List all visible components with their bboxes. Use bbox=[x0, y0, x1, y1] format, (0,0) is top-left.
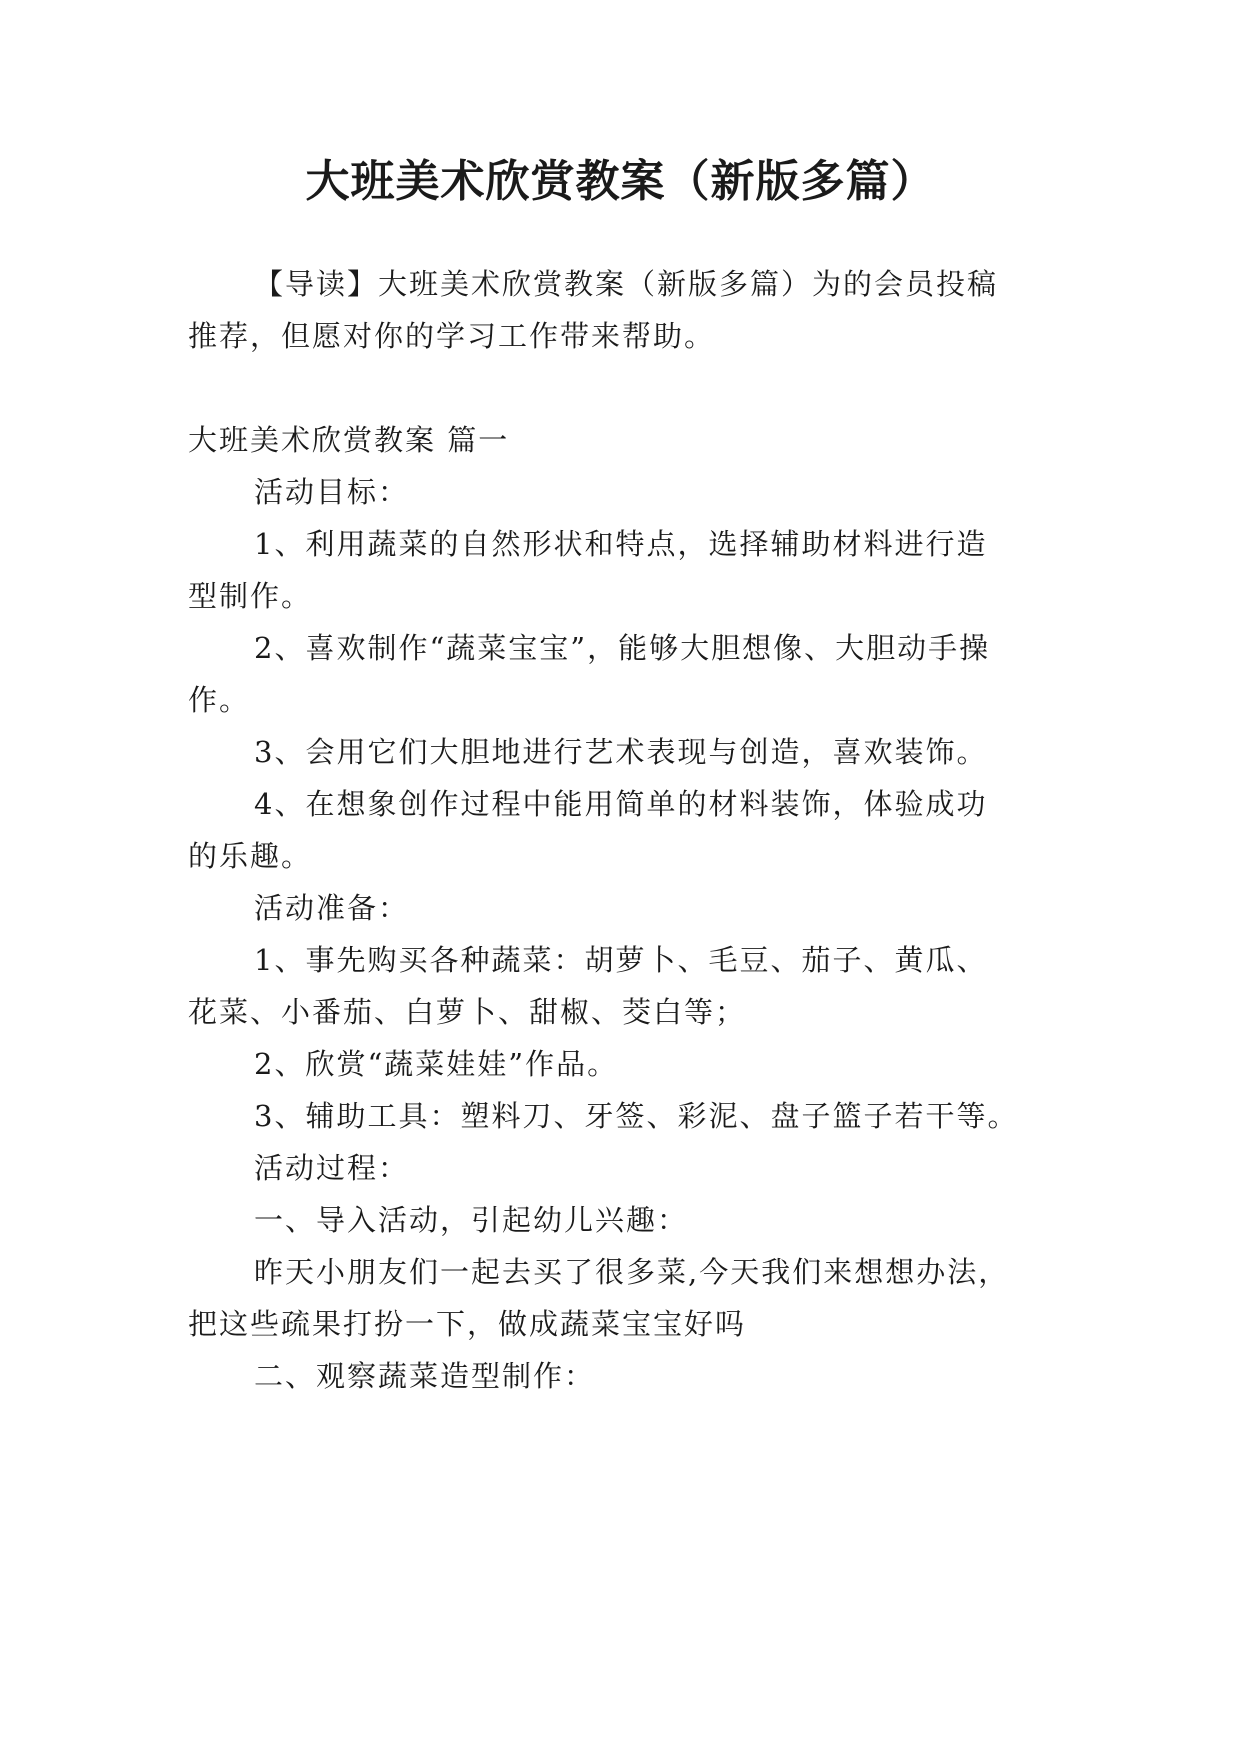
section-heading: 大班美术欣赏教案 篇一 bbox=[188, 423, 510, 457]
paragraph-line: 花菜、小番茄、白萝卜、甜椒、茭白等； bbox=[188, 995, 747, 1029]
paragraph-line: 的乐趣。 bbox=[188, 839, 313, 873]
paragraph-line: 作。 bbox=[188, 683, 251, 717]
paragraph-line: 活动目标： bbox=[254, 475, 410, 509]
paragraph-line: 活动过程： bbox=[254, 1151, 410, 1185]
document-title: 大班美术欣赏教案（新版多篇） bbox=[305, 156, 936, 207]
paragraph-line: 3、会用它们大胆地进行艺术表现与创造，喜欢装饰。 bbox=[254, 735, 988, 769]
paragraph-line: 4、在想象创作过程中能用简单的材料装饰，体验成功 bbox=[254, 787, 988, 821]
paragraph-line: 2、喜欢制作“蔬菜宝宝”，能够大胆想像、大胆动手操 bbox=[254, 631, 991, 665]
paragraph-line: 活动准备： bbox=[254, 891, 410, 925]
paragraph-line: 1、事先购买各种蔬菜：胡萝卜、毛豆、茄子、黄瓜、 bbox=[254, 943, 988, 977]
intro-line-1: 【导读】大班美术欣赏教案（新版多篇）为的会员投稿 bbox=[254, 267, 999, 301]
paragraph-line: 昨天小朋友们一起去买了很多菜,今天我们来想想办法， bbox=[254, 1255, 1010, 1289]
paragraph-line: 二、观察蔬菜造型制作： bbox=[254, 1359, 596, 1393]
paragraph-line: 3、辅助工具：塑料刀、牙签、彩泥、盘子篮子若干等。 bbox=[254, 1099, 1019, 1133]
paragraph-line: 2、欣赏“蔬菜娃娃”作品。 bbox=[254, 1047, 619, 1081]
paragraph-line: 把这些疏果打扮一下，做成蔬菜宝宝好吗 bbox=[188, 1307, 747, 1341]
paragraph-line: 型制作。 bbox=[188, 579, 313, 613]
paragraph-line: 1、利用蔬菜的自然形状和特点，选择辅助材料进行造 bbox=[254, 527, 988, 561]
intro-line-2: 推荐，但愿对你的学习工作带来帮助。 bbox=[188, 319, 716, 353]
paragraph-line: 一、导入活动，引起幼儿兴趣： bbox=[254, 1203, 689, 1237]
